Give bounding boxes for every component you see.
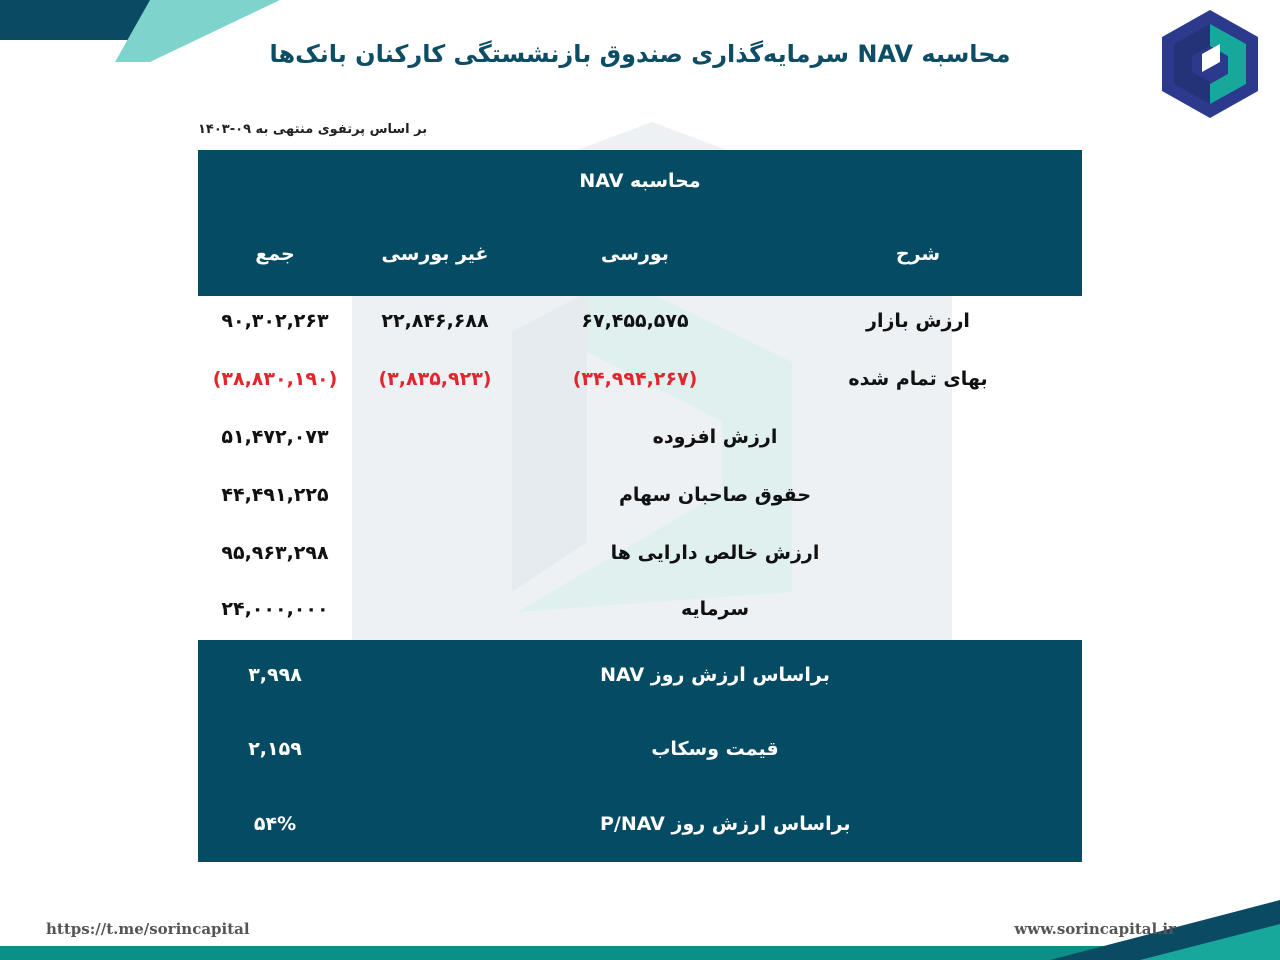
header-description: شرح	[895, 243, 941, 265]
header-total: جمع	[255, 243, 295, 265]
page-title: محاسبه NAV سرمایه‌گذاری صندوق بازنشستگی کارکنان بانک‌ها	[269, 40, 1011, 68]
summary-value: ۳,۹۹۸	[248, 664, 302, 686]
table-caption: محاسبه NAV	[579, 170, 701, 192]
summary-label: قیمت وسکاب	[651, 738, 779, 760]
row-label: ارزش خالص دارایی ها	[610, 542, 820, 564]
bourse-value: (۳۴,۹۹۴,۲۶۷)	[572, 368, 698, 390]
total-value: (۳۸,۸۳۰,۱۹۰)	[212, 368, 338, 390]
non-bourse-value: (۳,۸۳۵,۹۲۳)	[378, 368, 492, 390]
sorin-capital-logo-icon	[1162, 10, 1258, 118]
telegram-link[interactable]: https://t.me/sorincapital	[46, 920, 250, 938]
row-label: حقوق صاحبان سهام	[618, 484, 812, 506]
summary-label: P/NAV براساس ارزش روز	[600, 813, 851, 835]
summary-value: ۵۴%	[253, 813, 297, 835]
total-value: ۹۵,۹۶۳,۲۹۸	[221, 542, 329, 564]
total-value: ۹۰,۳۰۲,۲۶۳	[221, 310, 329, 332]
total-value: ۲۴,۰۰۰,۰۰۰	[221, 598, 329, 620]
row-label: ارزش افزوده	[652, 426, 778, 448]
row-label: ارزش بازار	[866, 310, 970, 332]
portfolio-date-subtitle: بر اساس پرتفوی منتهی به ۰۹-۱۴۰۳	[198, 122, 428, 137]
header-bourse: بورسی	[601, 243, 669, 265]
header-non-bourse: غیر بورسی	[381, 243, 489, 265]
summary-value: ۲,۱۵۹	[248, 738, 302, 760]
website-link[interactable]: www.sorincapital.ir	[1014, 920, 1176, 938]
total-value: ۴۴,۴۹۱,۲۲۵	[221, 484, 329, 506]
bourse-value: ۶۷,۴۵۵,۵۷۵	[581, 310, 689, 332]
row-label: سرمایه	[680, 598, 750, 620]
non-bourse-value: ۲۲,۸۴۶,۶۸۸	[381, 310, 489, 332]
summary-label: NAV براساس ارزش روز	[600, 664, 830, 686]
row-label: بهای تمام شده	[848, 368, 988, 390]
total-value: ۵۱,۴۷۲,۰۷۳	[221, 426, 329, 448]
